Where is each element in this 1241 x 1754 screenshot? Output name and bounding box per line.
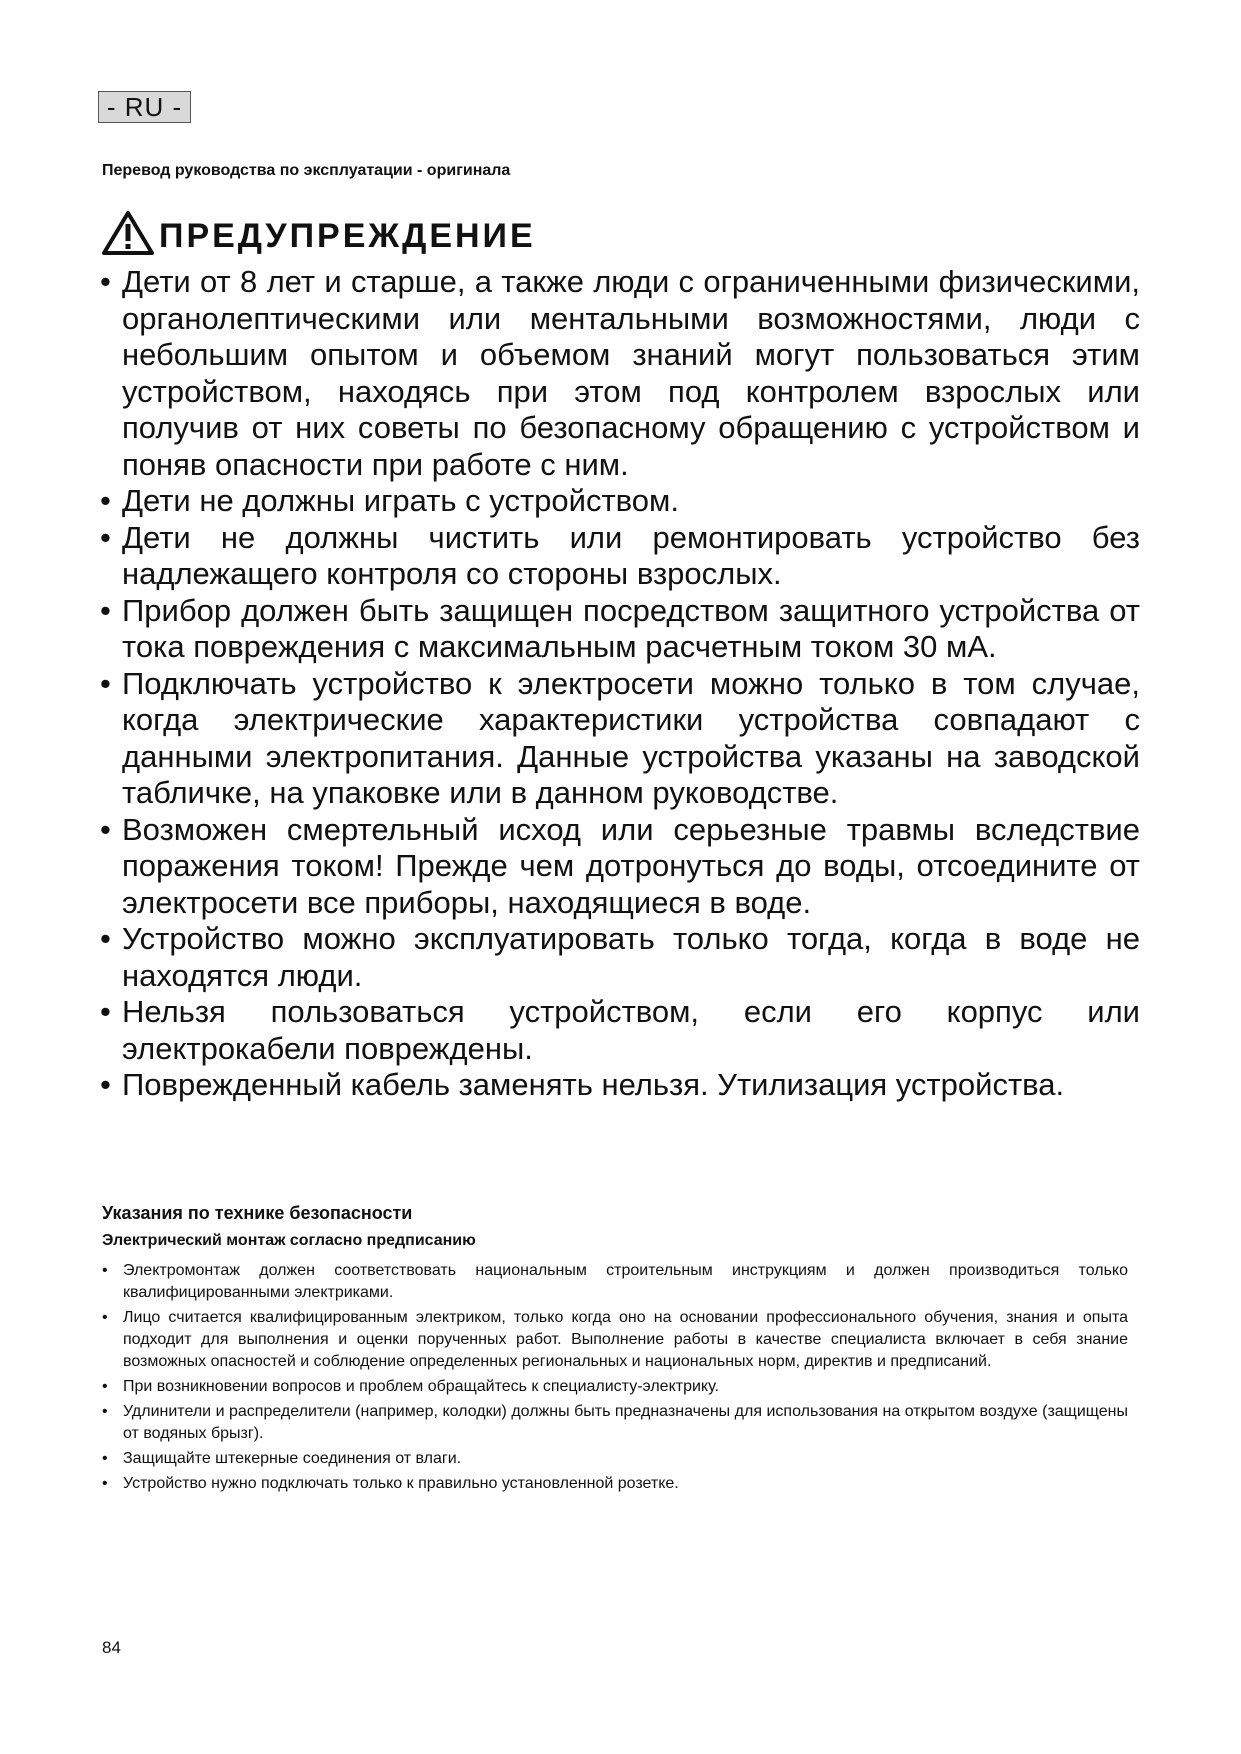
page-number: 84	[102, 1638, 121, 1657]
electrical-installation-heading: Электрический монтаж согласно предписанию	[102, 1232, 476, 1249]
warning-item: • Прибор должен быть защищен посредством защитного устройства от тока повреждения с максимальным расчетным током 30 мА.	[100, 593, 1140, 666]
safety-list	[100, 1260, 1128, 1498]
safety-item: • Устройство нужно подключать только к правильно установленной розетке.	[100, 1473, 1128, 1495]
safety-item: • Лицо считается квалифицированным электриком, только когда оно на основании профессионального обучения, знания и опыта подходит для выполнения и оценки порученных работ. Выполнение работы в качестве специалиста включает в себя знание возможных опасностей и соблюдение определенных региональных и национальных норм, директив и предписаний.	[100, 1307, 1128, 1373]
warning-triangle-icon	[101, 210, 155, 256]
document-subtitle: Перевод руководства по эксплуатации - оригинала	[102, 162, 511, 179]
warning-item: • Дети не должны чистить или ремонтировать устройство без надлежащего контроля со стороны взрослых.	[100, 520, 1140, 593]
warning-item: • Возможен смертельный исход или серьезные травмы вследствие поражения током! Прежде чем дотронуться до воды, отсоедините от электросети все приборы, находящиеся в воде.	[100, 812, 1140, 922]
warning-heading	[101, 206, 536, 256]
warning-item: • Нельзя пользоваться устройством, если его корпус или электрокабели повреждены.	[100, 994, 1140, 1067]
warning-title: ПРЕДУПРЕЖДЕНИЕ	[159, 217, 536, 255]
warning-item: • Дети не должны играть с устройством.	[100, 483, 1140, 520]
warning-item: • Дети от 8 лет и старше, а также люди с ограниченными физическими, органолептическими или ментальными возможностями, люди с небольшим опытом и объемом знаний могут пользоваться этим устройством, находясь при этом под контролем взрослых или получив от них советы по безопасному обращению с устройством и поняв опасности при работе с ним.	[100, 264, 1140, 483]
safety-item: • Защищайте штекерные соединения от влаги.	[100, 1448, 1128, 1470]
safety-item: • Электромонтаж должен соответствовать национальным строительным инструкциям и должен производиться только квалифицированными электриками.	[100, 1260, 1128, 1304]
safety-heading: Указания по технике безопасности	[102, 1203, 413, 1223]
warning-item: • Подключать устройство к электросети можно только в том случае, когда электрические характеристики устройства совпадают с данными электропитания. Данные устройства указаны на заводской табличке, на упаковке или в данном руководстве.	[100, 666, 1140, 812]
safety-item: • Удлинители и распределители (например, колодки) должны быть предназначены для использования на открытом воздухе (защищены от водяных брызг).	[100, 1401, 1128, 1445]
warning-list	[100, 264, 1140, 1104]
warning-item: • Поврежденный кабель заменять нельзя. Утилизация устройства.	[100, 1067, 1140, 1104]
safety-item: • При возникновении вопросов и проблем обращайтесь к специалисту-электрику.	[100, 1376, 1128, 1398]
language-tag: - RU -	[98, 91, 191, 123]
warning-item: • Устройство можно эксплуатировать только тогда, когда в воде не находятся люди.	[100, 921, 1140, 994]
